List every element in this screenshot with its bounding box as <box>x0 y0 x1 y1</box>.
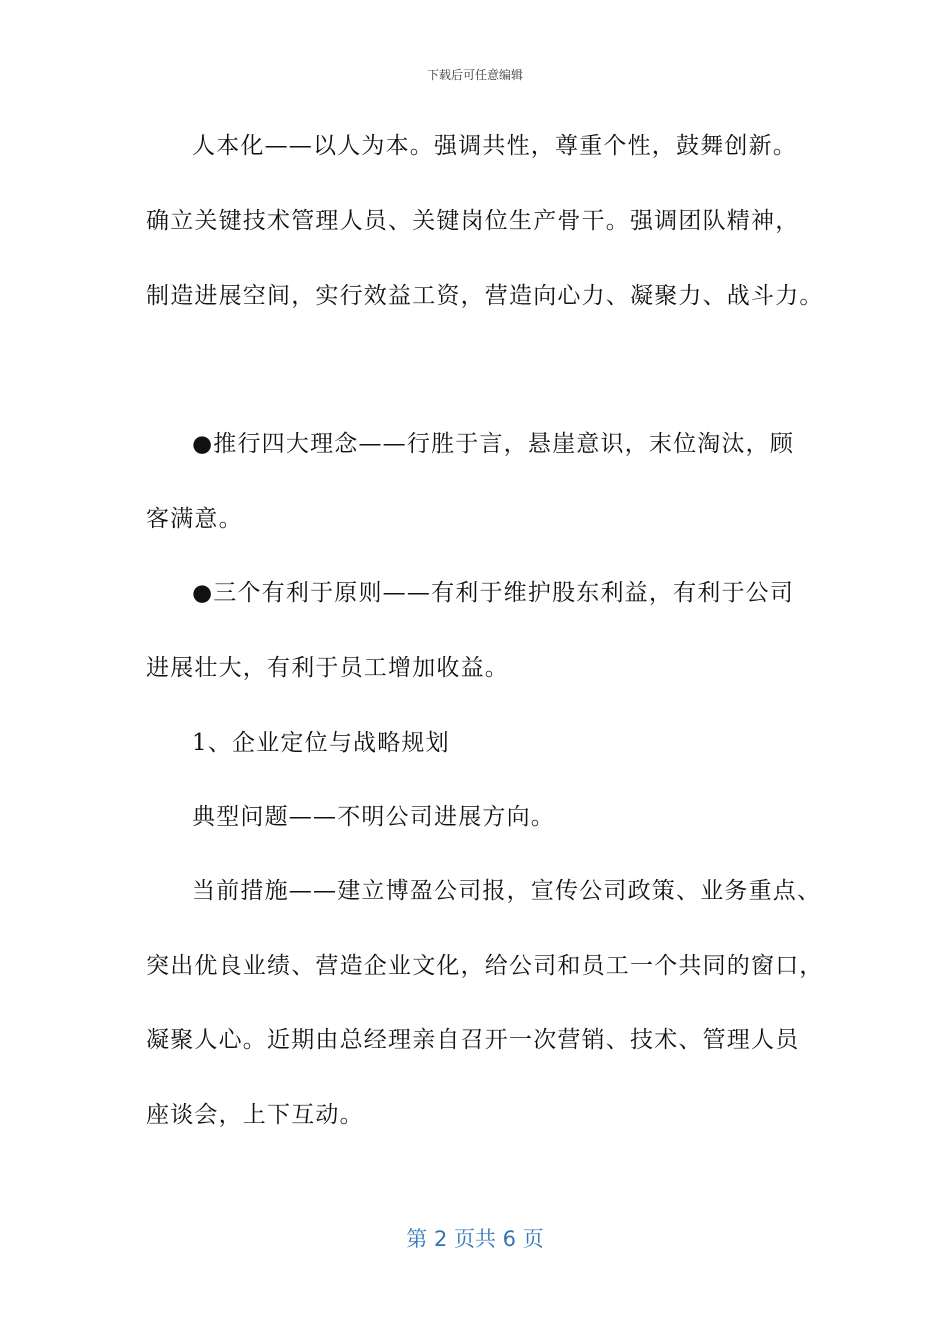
paragraph-line: 凝聚人心。近期由总经理亲自召开一次营销、技术、管理人员 <box>146 1027 800 1053</box>
paragraph-line: 制造进展空间，实行效益工资，营造向心力、凝聚力、战斗力。 <box>146 283 824 309</box>
paragraph-line: 客满意。 <box>146 506 243 532</box>
paragraph-line: 人本化——以人为本。强调共性，尊重个性，鼓舞创新。 <box>192 133 797 159</box>
page-header: 下载后可任意编辑 <box>426 68 523 82</box>
paragraph-line: 当前措施——建立博盈公司报，宣传公司政策、业务重点、 <box>192 878 822 904</box>
paragraph-line: 突出优良业绩、营造企业文化，给公司和员工一个共同的窗口， <box>146 953 824 979</box>
bullet-paragraph-line: ●推行四大理念——行胜于言，悬崖意识，末位淘汰，顾 <box>192 431 795 457</box>
section-heading: 1、企业定位与战略规划 <box>192 730 450 756</box>
paragraph-line: 确立关键技术管理人员、关键岗位生产骨干。强调团队精神， <box>146 208 800 234</box>
paragraph-line: 进展壮大，有利于员工增加收益。 <box>146 655 509 681</box>
paragraph-line: 典型问题——不明公司进展方向。 <box>192 804 555 830</box>
bullet-paragraph-line: ●三个有利于原则——有利于维护股东利益，有利于公司 <box>192 580 795 606</box>
page-footer: 第 2 页共 6 页 <box>406 1227 544 1251</box>
paragraph-line: 座谈会，上下互动。 <box>146 1102 364 1128</box>
